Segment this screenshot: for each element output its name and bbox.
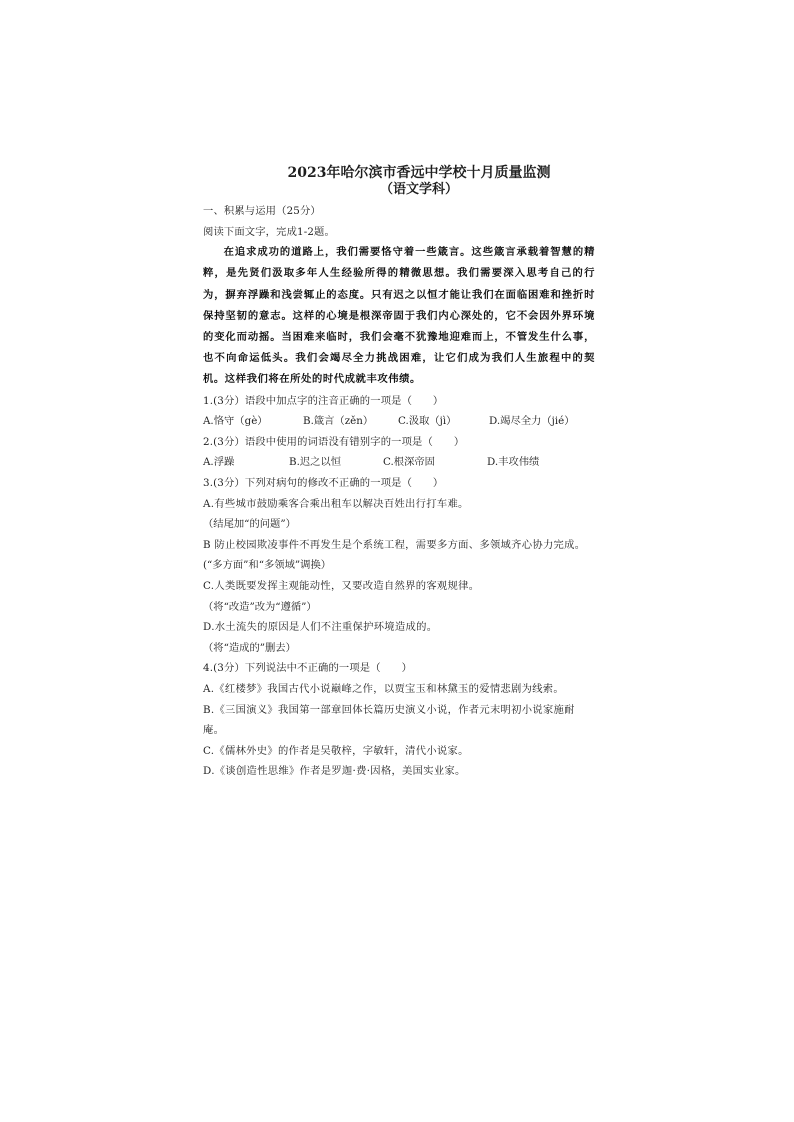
reading-passage: 在追求成功的道路上，我们需要恪守着一些箴言。这些箴言承载着智慧的精粹，是先贤们汲取多年人生经验所得的精微思想。我们需要深入思考自己的行为，摒弃浮躁和浅尝辄止的态度。只有迟之以恒才能让我们在面临困难和挫折时保持坚韧的意志。这样的心境是根深帝固于我们内心深处的，它不会因外界环境的变化而动摇。当困难来临时，我们会毫不犹豫地迎难而上，不管发生什么事，也不向命运低头。我们会竭尽全力挑战困难，让它们成为我们人生旅程中的契机。这样我们将在所处的时代成就丰攻伟绩。 [203, 246, 595, 386]
question-2-option-b: B.迟之以恒 [289, 456, 342, 469]
question-2-option-d: D.丰攻伟绩 [487, 456, 540, 469]
question-4-item-d: D.《谈创造性思维》作者是罗迦·费·因格，美国实业家。 [203, 765, 466, 778]
question-3-item-a: A.有些城市鼓励乘客合乘出租车以解决百姓出行打车难。 [203, 497, 469, 510]
exam-content [203, 165, 595, 782]
question-2-option-a: A.浮躁 [203, 456, 235, 469]
question-4-stem: 4.(3分）下列说法中不正确的一项是（ ） [203, 662, 413, 675]
question-3-stem: 3.(3分）下列对病句的修改不正确的一项是（ ） [203, 476, 444, 489]
exam-title: 2023年哈尔滨市香远中学校十月质量监测 [287, 165, 551, 181]
question-1-stem: 1.(3分）语段中加点字的注音正确的一项是（ ） [203, 394, 444, 407]
question-3-item-b-note: (“多方面”和“多领域”调换） [203, 559, 332, 572]
question-1-option-a: A.恪守（gè） [203, 415, 268, 428]
question-1-option-c: C.汲取（jì） [398, 415, 457, 428]
exam-subtitle: （语文学科） [379, 182, 458, 197]
question-3-item-d: D.水土流失的原因是人们不注重保护环境造成的。 [203, 621, 438, 634]
question-1-options [203, 411, 595, 432]
question-2-stem: 2.(3分）语段中使用的词语没有错别字的一项是（ ） [203, 435, 465, 448]
question-1-option-b: B.箴言（zěn） [303, 415, 374, 428]
question-3-item-a-note: （结尾加“的问题”） [203, 518, 296, 531]
question-3-item-c: C.人类既要发挥主观能动性，又要改造自然界的客观规律。 [203, 579, 480, 592]
reading-instruction: 阅读下面文字，完成1-2题。 [203, 225, 335, 238]
question-4-item-b: B.《三国演义》我国第一部章回体长篇历史演义小说，作者元末明初小说家施耐庵。 [203, 703, 575, 737]
question-2-option-c: C.根深帝固 [383, 456, 435, 469]
question-3-item-d-note: （将“造成的”删去） [203, 641, 296, 654]
question-3-item-c-note: （将“改造”改为“遵循”） [203, 600, 317, 613]
question-4-item-c: C.《儒林外史》的作者是吴敬梓，字敏轩，清代小说家。 [203, 744, 469, 757]
question-1-option-d: D.竭尽全力（jié） [489, 415, 575, 428]
question-4-item-a: A.《红楼梦》我国古代小说巅峰之作，以贾宝玉和林黛玉的爱情悲剧为线索。 [203, 682, 565, 695]
section-heading: 一、积累与运用（25分） [203, 205, 321, 217]
question-3-item-b: B 防止校园欺凌事件不再发生是个系统工程，需要多方面、多领域齐心协力完成。 [203, 538, 586, 551]
question-2-options [203, 452, 595, 473]
